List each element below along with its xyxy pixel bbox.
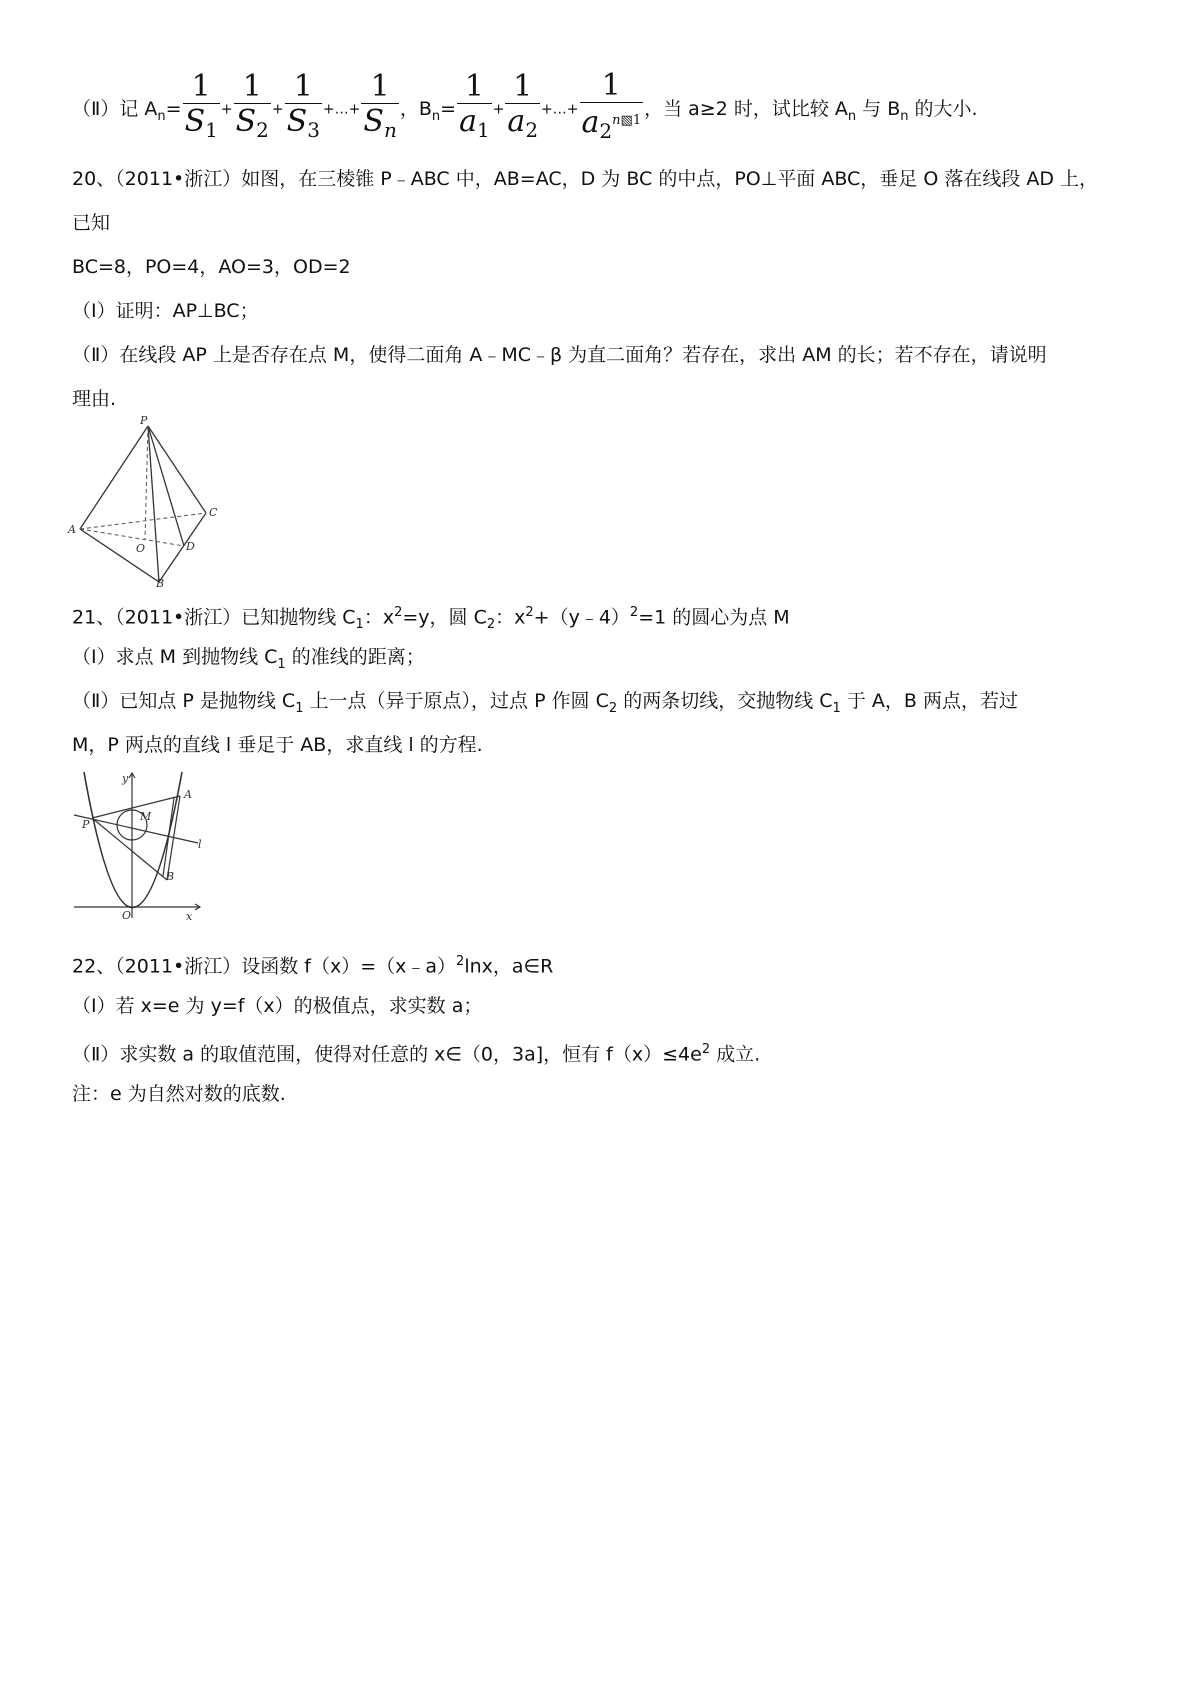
segment-AD-hidden [80,529,184,546]
frac-den [457,104,492,148]
frac-den [183,104,220,148]
frac-num: 1 [285,71,322,104]
frac-den [285,104,322,148]
q21-l2-a: （Ⅰ）求点 M 到抛物线 C [72,646,278,668]
den-base: a [507,104,526,139]
frac-den [234,104,271,148]
q21-line1 [72,600,790,638]
q21-l1-sub2: 2 [486,617,496,633]
q21-l1-sup3: 2 [629,605,639,620]
den-base: S [235,104,257,139]
den-sub: 2 [256,118,269,142]
q22-l1-a: 22、（2011•浙江）设函数 f（x）=（x﹣a） [72,955,457,978]
q21-l1-sub1: 1 [355,617,364,633]
q19-tail2: 与 B [856,98,901,120]
edge-PC [148,426,206,513]
q22-note: 注：e 为自然对数的底数. [72,1083,286,1105]
ellipsis-plus: +…+ [322,101,361,118]
label-y: y [122,772,129,785]
frac-den [505,104,540,148]
edge-PD [148,426,184,546]
den-sub: n [383,118,397,142]
q20-line4: （Ⅰ）证明：AP⊥BC； [72,300,259,322]
plus-sign: + [271,101,284,118]
frac-num: 1 [234,71,271,104]
den-base: S [286,104,308,139]
q19-A-sub: n [157,108,166,124]
line-l [74,815,198,843]
frac-1-a2n [580,70,644,149]
frac-1-S3 [285,71,322,148]
tangent-PA [92,796,180,818]
label-M: M [140,810,152,823]
tetrahedron-svg [66,412,236,587]
den-sup [612,113,641,128]
label-l: l [198,838,202,851]
label-P: P [140,414,148,427]
q19-part2-line [72,70,978,149]
q21-line4: M，P 两点的直线 l 垂足于 AB，求直线 l 的方程. [72,734,483,756]
tetrahedron-figure [66,412,236,587]
q19-part2-label: （Ⅱ）记 A [72,98,158,120]
parabola-figure [70,768,210,923]
label-A: A [68,523,76,536]
den-base: a [581,105,600,140]
q22-l1-b: lnx，a∈R [464,955,554,978]
q21-line2 [72,644,425,678]
q22-l3-sup: 2 [701,1042,711,1057]
q22-l1-sup: 2 [456,954,465,969]
frac-1-Sn [361,71,398,148]
q20-line6: 理由. [72,388,117,410]
frac-num: 1 [580,70,644,103]
den-sub: 2 [525,118,539,142]
q19-eq2: = [440,98,457,120]
q19-tail3: 的大小. [908,98,978,120]
q19-B-sub: n [431,108,441,124]
q21-l3-b: 上一点（异于原点），过点 P 作圆 C [303,690,609,712]
q20-line3: BC=8，PO=4，AO=3，OD=2 [72,256,351,278]
frac-1-a2 [505,71,540,148]
label-O: O [122,909,132,922]
frac-num: 1 [361,71,398,104]
q21-l2-sub: 1 [277,656,286,672]
label-D: D [186,540,195,553]
plus-sign: + [492,101,505,118]
frac-den [580,103,644,149]
label-B: B [156,577,165,587]
segment-PO-hidden [145,426,148,539]
q21-l1-f: =1 的圆心为点 M [638,606,790,629]
missing-glyph-icon: ▧ [620,113,633,128]
label-A: A [184,788,192,801]
q21-l1-a: 21、（2011•浙江）已知抛物线 C [72,606,356,629]
den-base: S [363,104,384,139]
den-sub: 1 [205,118,218,142]
frac-num: 1 [183,71,220,104]
q21-l1-b: ：x [363,606,395,629]
label-x: x [186,910,193,923]
q19-comma-B: ，B [399,98,432,120]
label-B: B [166,870,175,883]
den-sup-rest: 1 [632,113,642,128]
q21-l3-a: （Ⅱ）已知点 P 是抛物线 C [72,690,296,712]
q20-line5: （Ⅱ）在线段 AP 上是否存在点 M，使得二面角 A﹣MC﹣β 为直二面角？若存在，求出 AM 的长；若不存在，请说明 [72,344,1047,366]
frac-1-a1 [457,71,492,148]
edge-AC-hidden [80,513,206,529]
label-C: C [209,506,218,519]
den-sub: 1 [476,118,490,142]
q19-tail-sub2: n [900,108,909,124]
q21-l2-b: 的准线的距离； [285,646,425,668]
q21-l3-d: 于 A，B 两点，若过 [840,690,1018,712]
q19-eq1: = [165,98,182,120]
frac-num: 1 [505,71,540,104]
q21-l3-sub1: 1 [295,700,304,716]
q19-tail-sub1: n [847,108,857,124]
q22-line3 [72,1037,760,1067]
q19-tail1: ，当 a≥2 时，试比较 A [644,98,848,120]
q21-line3 [72,688,1018,722]
den-sub: 2 [599,119,613,143]
q20-line2: 已知 [72,212,111,234]
den-base: S [184,104,206,139]
frac-1-S2 [234,71,271,148]
q22-line2: （Ⅰ）若 x=e 为 y=f（x）的极值点，求实数 a； [72,995,483,1017]
edge-AB [80,529,159,582]
q21-l1-c: =y，圆 C [402,606,487,629]
den-sub: 3 [307,118,320,142]
frac-den [361,104,398,148]
q22-l3-a: （Ⅱ）求实数 a 的取值范围，使得对任意的 x∈（0，3a]，恒有 f（x）≤4e [72,1043,702,1066]
q21-l3-sub2: 2 [608,700,618,716]
q21-l1-sup1: 2 [394,605,403,620]
label-P: P [82,818,90,831]
q21-l3-c: 的两条切线，交抛物线 C [617,690,833,712]
edge-PA [80,426,148,529]
frac-1-S1 [183,71,220,148]
q21-l1-d: ：x [495,606,526,629]
edge-BC [159,513,206,582]
label-O: O [136,542,146,555]
q21-l3-sub3: 1 [832,700,841,716]
q21-l1-sup2: 2 [525,605,534,620]
frac-num: 1 [457,71,492,104]
plus-sign: + [220,101,233,118]
q20-line1: 20、（2011•浙江）如图，在三棱锥 P﹣ABC 中，AB=AC，D 为 BC 的中点，PO⊥平面 ABC，垂足 O 落在线段 AD 上， [72,168,1099,190]
den-base: a [459,104,477,139]
edge-PB [148,426,159,582]
den-sup-n: n [612,113,621,128]
q22-line1 [72,949,553,979]
q22-l3-b: 成立. [710,1043,761,1066]
q21-l1-e: +（y﹣4） [533,606,630,629]
parabola-svg [70,768,210,923]
ellipsis-plus: +…+ [541,101,579,118]
